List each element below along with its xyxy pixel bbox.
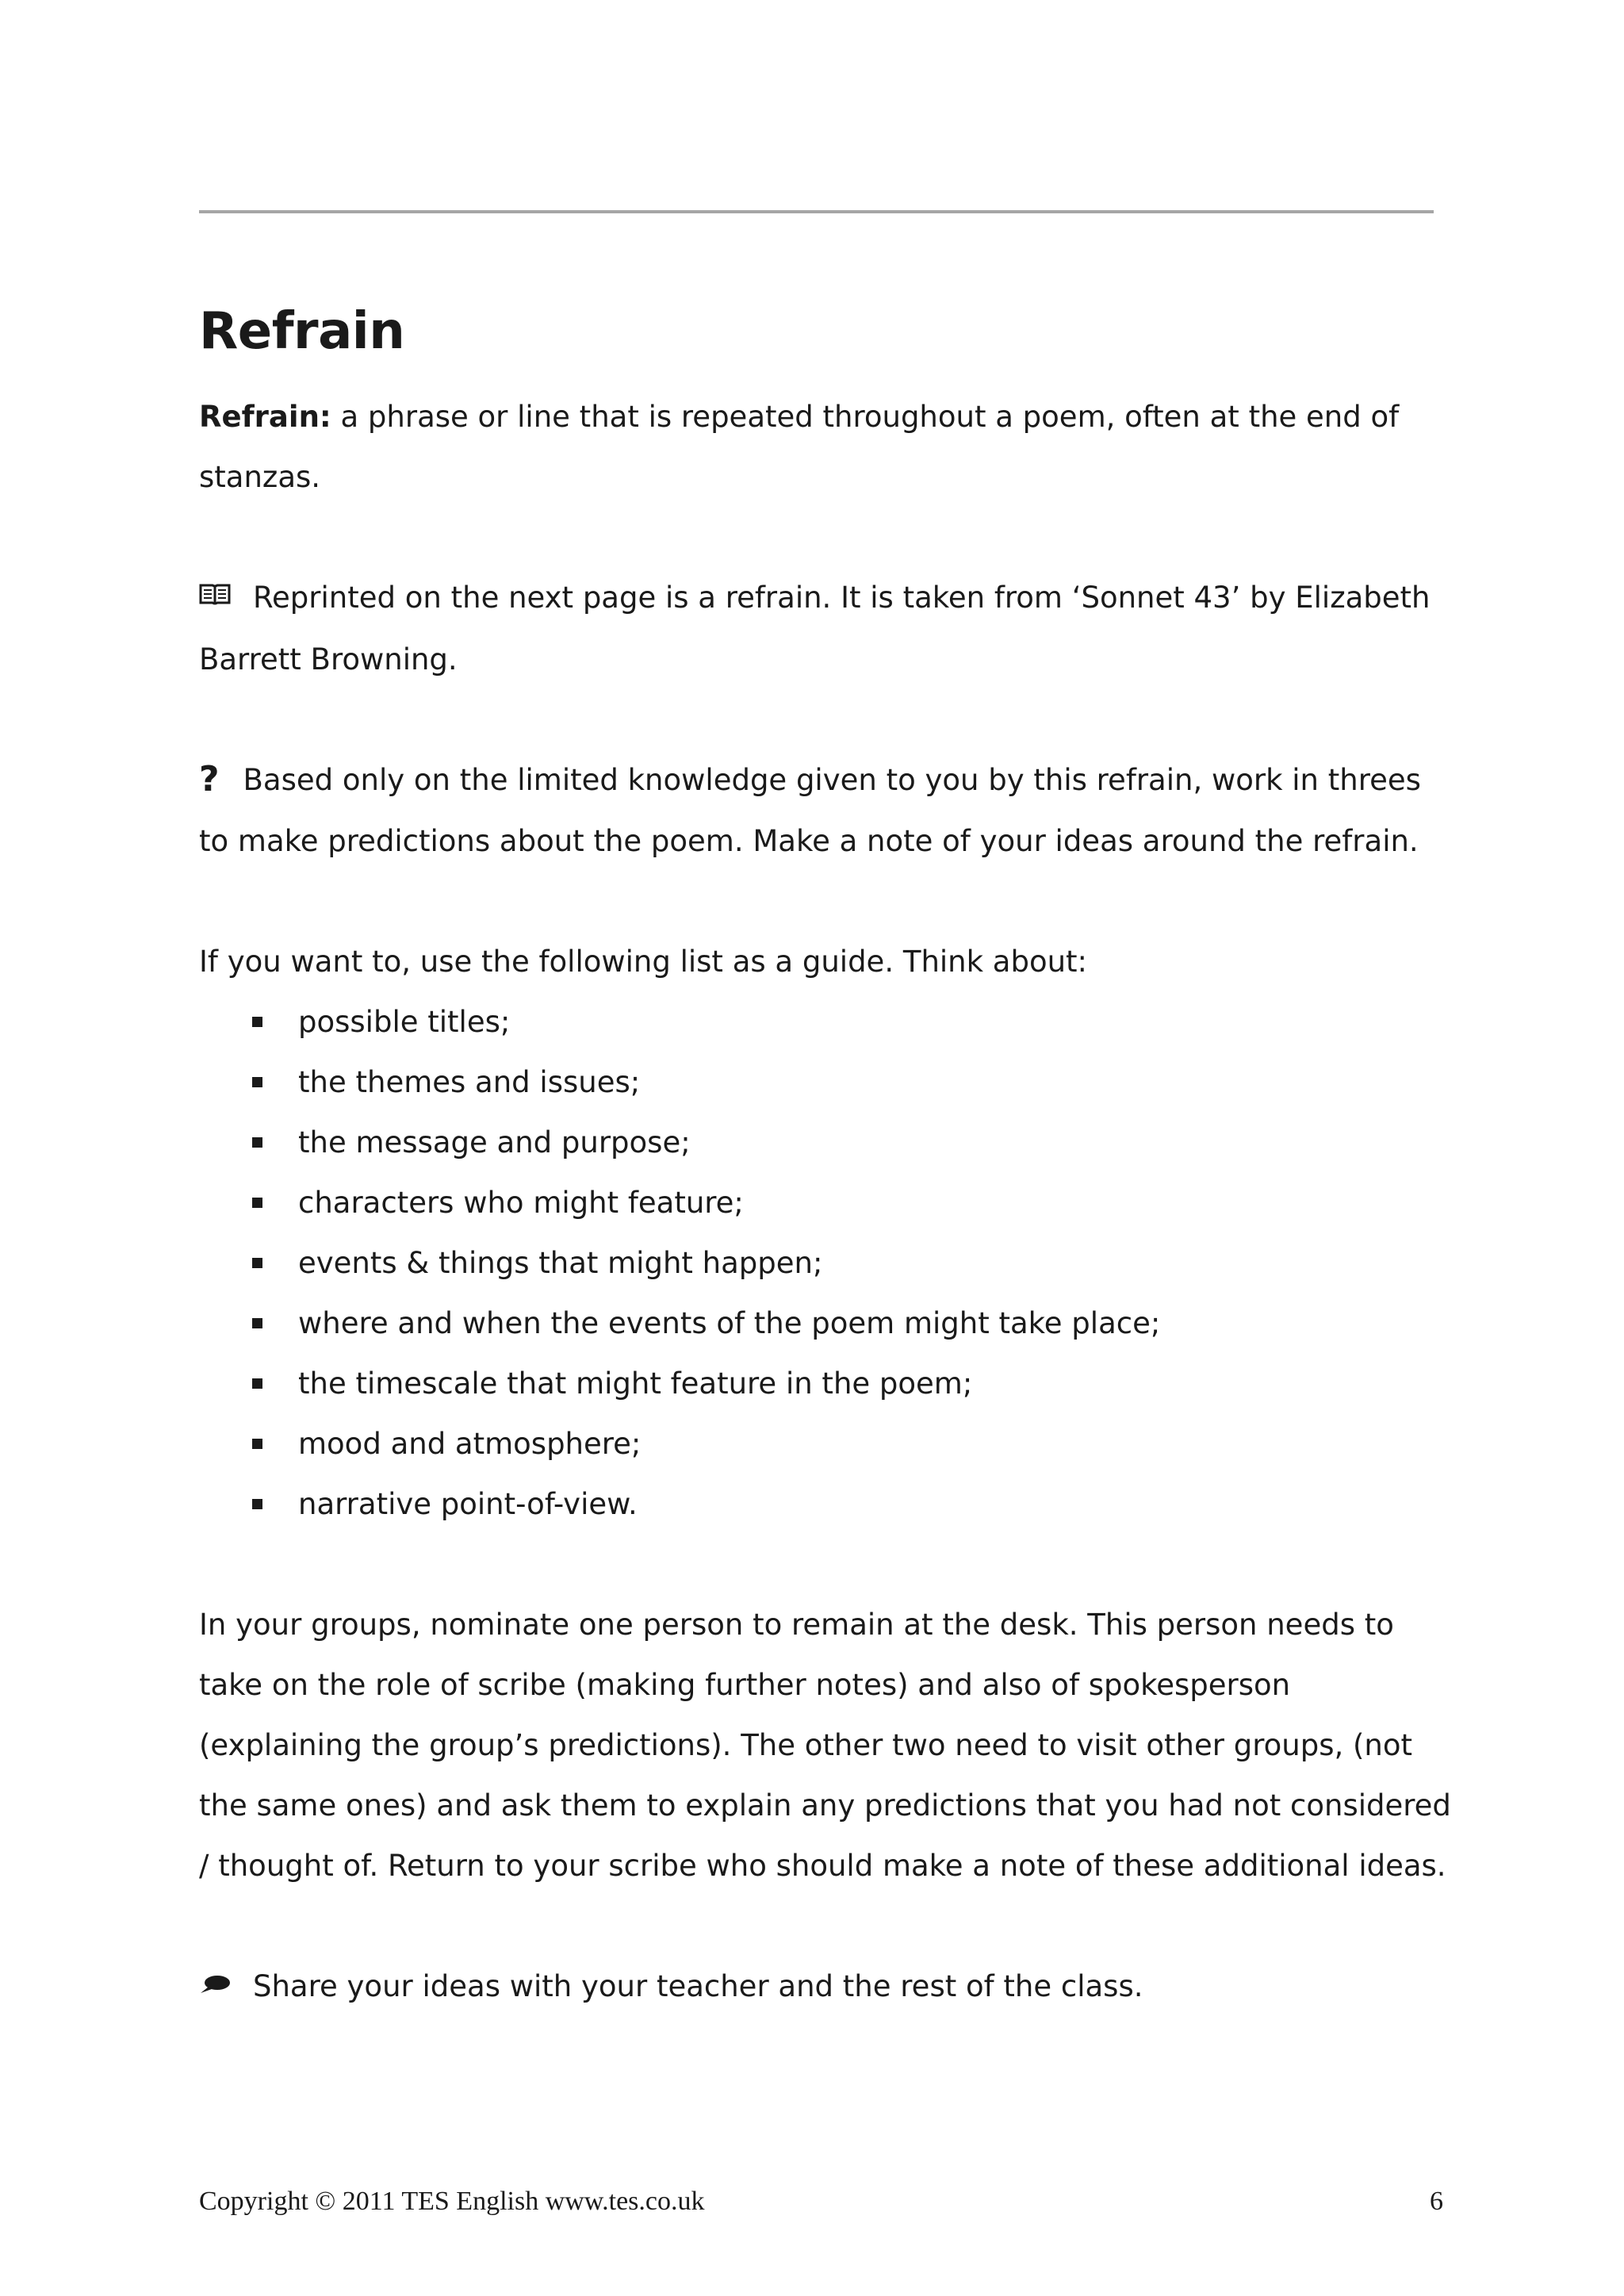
- spacer: [199, 1896, 1452, 1957]
- list-item: [199, 1474, 1452, 1535]
- reading-text: Reprinted on the next page is a refrain. It is taken from ‘Sonnet 43’ by Elizabeth Barrett Browning.: [199, 581, 1431, 677]
- list-item: [199, 1052, 1452, 1113]
- speech-bubble-icon: [199, 1955, 231, 2015]
- list-item: [199, 1354, 1452, 1414]
- bullet-icon: [252, 1499, 262, 1509]
- page-content: [199, 292, 1452, 2018]
- spacer: [199, 1535, 1452, 1595]
- definition-paragraph: [199, 387, 1452, 508]
- question-text: Based only on the limited knowledge given to you by this refrain, work in threes to make predictions about the poem. Make a note of your ideas around the refrain.: [199, 762, 1421, 858]
- list-item-text: events & things that might happen;: [298, 1246, 823, 1280]
- share-text: Share your ideas with your teacher and the rest of the class.: [253, 1969, 1143, 2003]
- list-item-text: the message and purpose;: [298, 1125, 691, 1159]
- guide-list: [199, 992, 1452, 1535]
- share-paragraph: [199, 1957, 1452, 2018]
- page-title: Refrain: [199, 302, 405, 361]
- list-item: [199, 992, 1452, 1052]
- bullet-icon: [252, 1137, 262, 1148]
- spacer: [199, 872, 1452, 932]
- bullet-icon: [252, 1439, 262, 1449]
- question-paragraph: [199, 750, 1452, 872]
- list-item-text: possible titles;: [298, 1005, 511, 1039]
- guide-intro: If you want to, use the following list as a guide. Think about:: [199, 945, 1088, 979]
- list-item-text: the timescale that might feature in the poem;: [298, 1366, 973, 1401]
- list-item-text: narrative point-of-view.: [298, 1487, 638, 1521]
- page-number: 6: [1430, 2187, 1443, 2216]
- spacer: [199, 508, 1452, 568]
- bullet-icon: [252, 1077, 262, 1087]
- list-item-text: mood and atmosphere;: [298, 1427, 642, 1461]
- list-item: [199, 1173, 1452, 1233]
- list-item: [199, 1294, 1452, 1354]
- bullet-icon: [252, 1198, 262, 1208]
- groups-paragraph: In your groups, nominate one person to remain at the desk. This person needs to take on the role of scribe (making further notes) and also of spokesperson (explaining the group’s predictions). The other two need to visit other groups, (not the same ones) and ask them to explain any predictions that you had not considered / thought of. Return to your scribe who should make a note of these additional ideas.: [199, 1608, 1451, 1883]
- list-item: [199, 1233, 1452, 1294]
- list-item-text: the themes and issues;: [298, 1065, 641, 1099]
- list-item: [199, 1113, 1452, 1173]
- reading-paragraph: [199, 568, 1452, 690]
- bullet-icon: [252, 1318, 262, 1328]
- spacer: [199, 690, 1452, 750]
- book-icon: [199, 566, 231, 627]
- definition-text: a phrase or line that is repeated throughout a poem, often at the end of stanzas.: [199, 400, 1400, 494]
- bullet-icon: [252, 1017, 262, 1027]
- bullet-icon: [252, 1378, 262, 1389]
- list-item: [199, 1414, 1452, 1474]
- footer-copyright: Copyright © 2011 TES English www.tes.co.uk: [199, 2187, 705, 2216]
- bullet-icon: [252, 1258, 262, 1268]
- list-item-text: characters who might feature;: [298, 1186, 744, 1220]
- question-icon: ?: [199, 759, 220, 799]
- list-item-text: where and when the events of the poem might take place;: [298, 1306, 1161, 1340]
- header-divider: [199, 210, 1434, 213]
- definition-term: Refrain:: [199, 400, 331, 434]
